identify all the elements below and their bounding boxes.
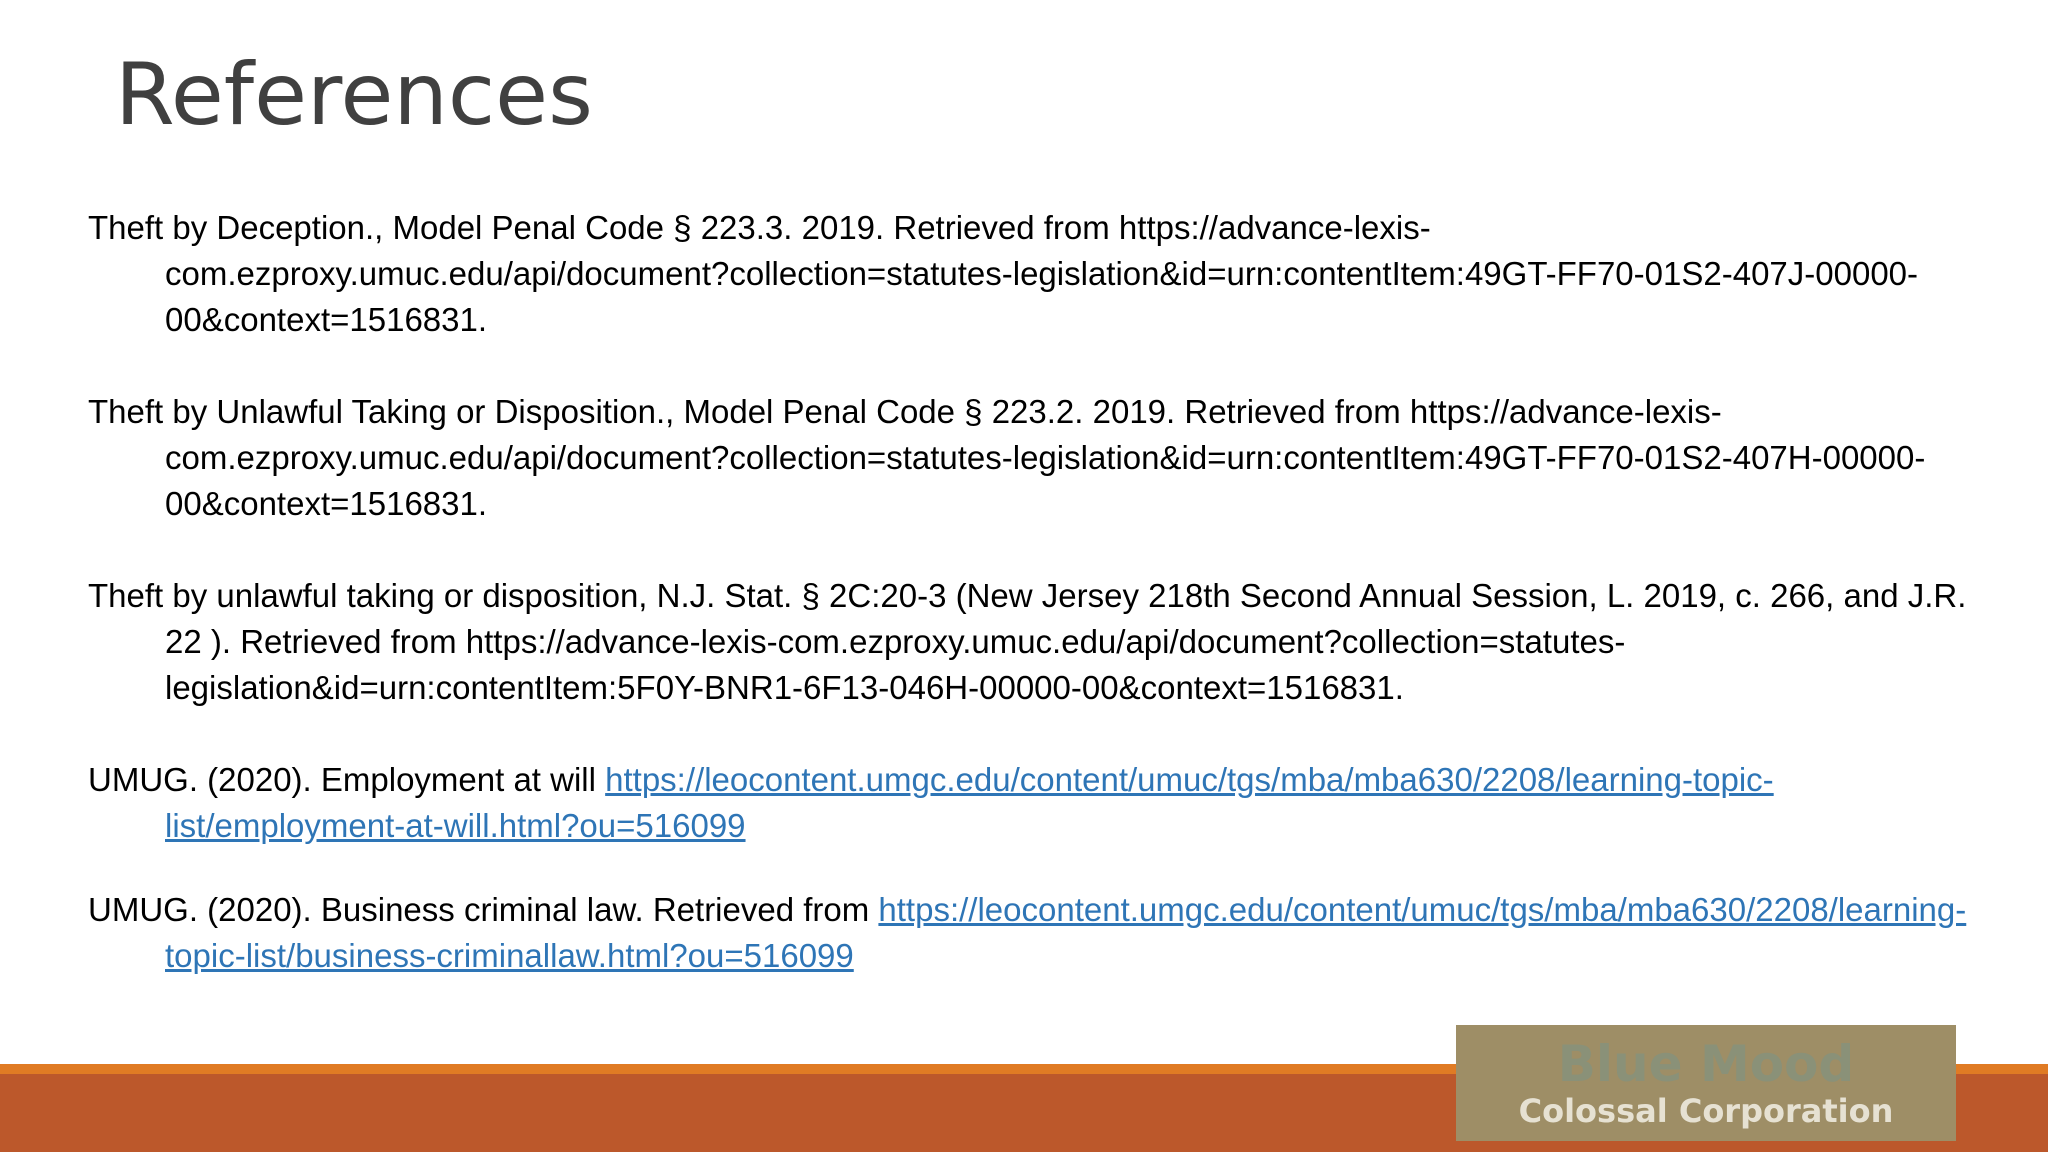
watermark-line-1: Blue Mood — [1557, 1035, 1855, 1093]
reference-link[interactable]: https://leocontent.umgc.edu/content/umuc/tgs/mba/mba630/2208/learning-topic-list/business-criminallaw.html?ou=516099 — [165, 891, 1967, 974]
reference-text: Theft by unlawful taking or disposition, N.J. Stat. § 2C:20-3 (New Jersey 218th Second Annual Session, L. 2019, c. 266, and J.R. 22 ). Retrieved from https://advance-lexis-com.ezproxy.umuc.edu/api/document?collection=statutes-legislation&id=urn:contentItem:5F0Y-BNR1-6F13-046H-00000-00&context=1516831. — [88, 577, 1967, 706]
reference-item — [88, 389, 1988, 527]
reference-item — [88, 205, 1988, 343]
references-list — [88, 205, 1988, 979]
reference-text: Theft by Unlawful Taking or Disposition., Model Penal Code § 223.2. 2019. Retrieved from https://advance-lexis-com.ezproxy.umuc.edu/api/document?collection=statutes-legislation&id=urn:contentItem:49GT-FF70-01S2-407H-00000-00&context=1516831. — [88, 393, 1926, 522]
reference-item — [88, 573, 1988, 711]
slide-title: References — [115, 45, 593, 145]
reference-link[interactable]: https://leocontent.umgc.edu/content/umuc/tgs/mba/mba630/2208/learning-topic-list/employment-at-will.html?ou=516099 — [165, 761, 1774, 844]
reference-text: UMUG. (2020). Employment at will — [88, 761, 606, 798]
reference-item — [88, 887, 1988, 979]
reference-item — [88, 757, 1988, 849]
watermark-line-2: Colossal Corporation — [1518, 1092, 1894, 1130]
reference-text: Theft by Deception., Model Penal Code § 223.3. 2019. Retrieved from https://advance-lexis-com.ezproxy.umuc.edu/api/document?collection=statutes-legislation&id=urn:contentItem:49GT-FF70-01S2-407J-00000-00&context=1516831. — [88, 209, 1919, 338]
watermark-logo — [1456, 1025, 1956, 1141]
reference-text: UMUG. (2020). Business criminal law. Retrieved from — [88, 891, 879, 928]
